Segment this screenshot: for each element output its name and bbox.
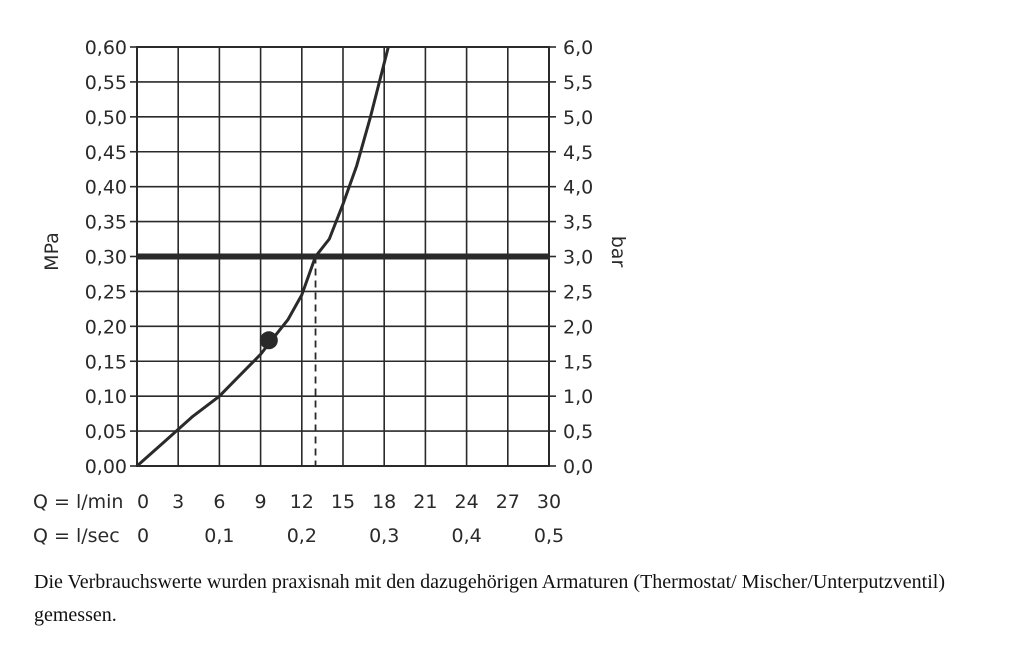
right-tick-label: 0,5	[563, 421, 594, 444]
x-tick-label-lsec: 0	[136, 525, 150, 547]
left-tick-label: 0,15	[84, 351, 127, 374]
left-tick-label: 0,10	[84, 386, 127, 409]
x-tick-label-lmin: 24	[454, 491, 479, 513]
right-tick-label: 3,0	[563, 246, 594, 269]
marker-point	[260, 331, 278, 349]
x-tick-label-lsec: 0,2	[286, 525, 317, 547]
x-tick-label-lmin: 3	[172, 491, 185, 513]
right-tick-label: 2,0	[563, 316, 594, 339]
right-tick-label: 0,0	[563, 456, 594, 478]
left-tick-label: 0,05	[84, 421, 127, 444]
left-tick-label: 0,30	[84, 246, 127, 269]
left-tick-label: 0,25	[84, 281, 127, 304]
x-tick-label-lmin: 9	[254, 491, 267, 513]
x-tick-label-lmin: 18	[372, 491, 397, 513]
x-tick-label-lmin: 0	[136, 491, 150, 513]
x-axis-label-lmin: Q = l/min	[33, 491, 124, 513]
x-axis-label-lsec: Q = l/sec	[33, 525, 120, 547]
right-tick-label: 5,5	[563, 71, 594, 94]
x-tick-label-lsec: 0,4	[451, 525, 482, 547]
right-tick-label: 1,0	[563, 386, 594, 409]
x-tick-label-lmin: 30	[536, 491, 562, 513]
x-tick-label-lmin: 21	[413, 491, 438, 513]
right-tick-label: 4,5	[563, 141, 594, 164]
x-tick-label-lsec: 0,3	[369, 525, 400, 547]
x-tick-label-lmin: 15	[330, 491, 356, 513]
right-tick-label: 4,0	[563, 176, 594, 199]
right-tick-label: 1,5	[563, 351, 594, 374]
x-tick-label-lsec: 0,5	[533, 525, 565, 547]
left-tick-label: 0,60	[84, 37, 127, 59]
right-tick-label: 2,5	[563, 281, 594, 304]
left-axis-label: MPa	[41, 232, 63, 271]
right-tick-label: 5,0	[563, 106, 594, 129]
left-tick-label: 0,45	[84, 141, 127, 164]
right-tick-label: 3,5	[563, 211, 594, 234]
left-tick-label: 0,00	[84, 456, 127, 478]
right-axis-label: bar	[607, 235, 629, 268]
x-tick-label-lmin: 27	[495, 491, 520, 513]
left-tick-label: 0,40	[84, 176, 127, 199]
x-tick-label-lmin: 6	[213, 491, 226, 513]
x-tick-label-lsec: 0,1	[204, 525, 235, 547]
right-tick-label: 6,0	[563, 37, 594, 59]
x-tick-label-lmin: 12	[289, 491, 314, 513]
left-tick-label: 0,55	[84, 71, 127, 94]
caption: Die Verbrauchswerte wurden praxisnah mit den dazugehörigen Armaturen (Thermostat/ Mischer/Unterputzventil) gemessen.	[34, 571, 945, 626]
left-tick-label: 0,35	[84, 211, 127, 234]
left-tick-label: 0,20	[84, 316, 127, 339]
left-tick-label: 0,50	[84, 106, 127, 129]
